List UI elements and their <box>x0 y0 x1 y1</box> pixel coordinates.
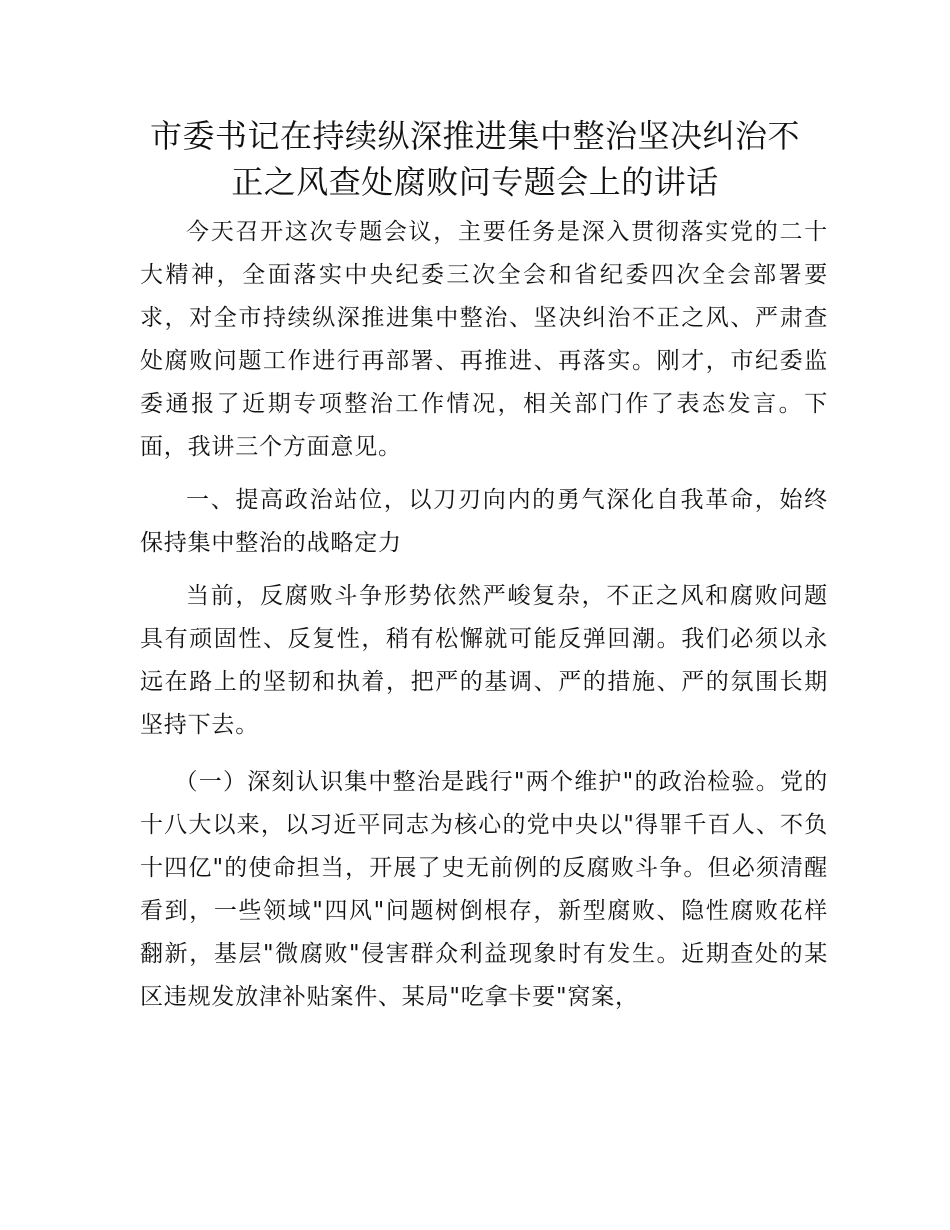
document-title <box>140 113 810 205</box>
title-line-2: 正之风查处腐败问专题会上的讲话 <box>231 163 719 201</box>
paragraph-subsection-one: （一）深刻认识集中整治是践行"两个维护"的政治检验。党的十八大以来，以习近平同志为核心的党中央以"得罪千百人、不负十四亿"的使命担当，开展了史无前例的反腐败斗争。但必须清醒看到，一些领域"四风"问题树倒根存，新型腐败、隐性腐败花样翻新，基层"微腐败"侵害群众利益现象时有发生。近期查处的某区违规发放津补贴案件、某局"吃拿卡要"窝案， <box>140 769 828 1010</box>
document-body <box>140 211 828 1019</box>
paragraph-intro: 今天召开这次专题会议，主要任务是深入贯彻落实党的二十大精神，全面落实中央纪委三次全会和省纪委四次全会部署要求，对全市持续纵深推进集中整治、坚决纠治不正之风、严肃查处腐败问题工作进行再部署、再推进、再落实。刚才，市纪委监委通报了近期专项整治工作情况，相关部门作了表态发言。下面，我讲三个方面意见。 <box>140 219 828 460</box>
section-heading-one: 一、提高政治站位，以刀刃向内的勇气深化自我革命，始终保持集中整治的战略定力 <box>140 487 828 556</box>
paragraph-situation: 当前，反腐败斗争形势依然严峻复杂，不正之风和腐败问题具有顽固性、反复性，稍有松懈就可能反弹回潮。我们必须以永远在路上的坚韧和执着，把严的基调、严的措施、严的氛围长期坚持下去。 <box>140 583 828 738</box>
title-line-1: 市委书记在持续纵深推进集中整治坚决纠治不 <box>149 117 800 155</box>
